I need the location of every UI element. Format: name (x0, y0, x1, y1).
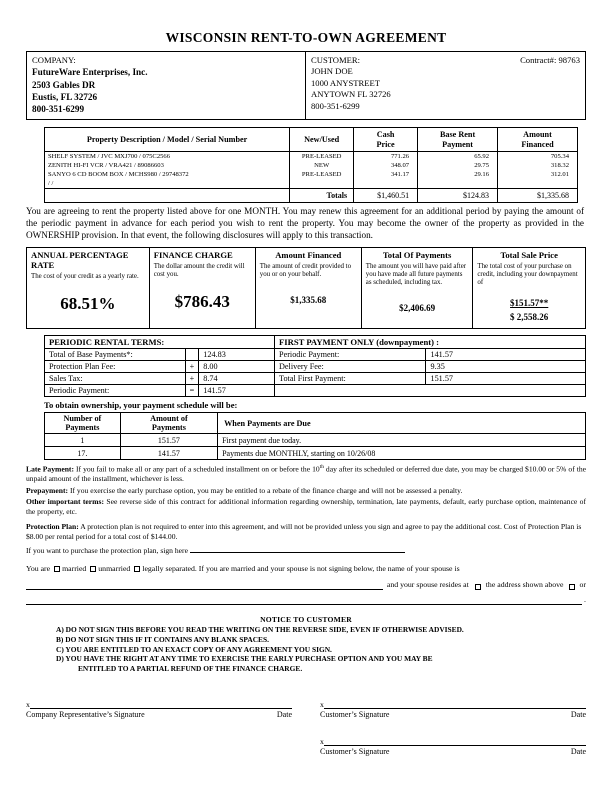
col-newused: New/Used (290, 128, 354, 152)
row3-financed: 312.01 (498, 170, 578, 179)
company-signature-x: x (26, 699, 30, 709)
late-payment-text-2: day after its scheduled or deferred due date, you may be charged $10.00 or 5% of the unpaid amount of the installment, whichever is less. (26, 464, 587, 484)
notice-item-b: B) DO NOT SIGN THIS IF IT CONTAINS ANY BLANK SPACES. (56, 635, 269, 645)
customer-block (306, 52, 585, 119)
company-block (27, 52, 306, 119)
company-address-2: Eustis, FL 32726 (32, 91, 98, 102)
customer2-signature-label: Customer’s Signature (320, 746, 390, 756)
periodic-payment-value: 141.57 (426, 349, 586, 361)
marital-status-block: You are married unmarried legally separated. If you are married and your spouse is not signing below, the name of your spouse is and your spouse resides at the address shown above or . (26, 563, 586, 604)
spouse-address-checkbox[interactable] (475, 584, 481, 590)
table-header-row (45, 128, 578, 152)
row2-newused: NEW (290, 161, 354, 170)
row3-newused: PRE-LEASED (290, 170, 354, 179)
protection-plan-signline (26, 545, 586, 556)
col-number-of-payments: Number of Payments (45, 413, 121, 434)
apr-value: 68.51% (60, 293, 116, 313)
spouse-name-field[interactable] (26, 579, 383, 590)
customer-signature-block (306, 698, 586, 719)
agreement-paragraph: You are agreeing to rent the property listed above for one MONTH. You may renew this agreement for an additional period by paying the amount of the periodic payment in advance for each period you wish to rent the property. You may become the owner of the property as provided in the OWNERSHIP provision. In that event, the following disclosures will apply to this transaction. (26, 206, 584, 240)
legally-separated-label: legally separated. (142, 563, 197, 573)
prepayment-label: Prepayment: (26, 485, 69, 495)
table-row (45, 179, 578, 189)
customer-signature-x: x (320, 699, 324, 709)
table-row (45, 385, 586, 397)
row2-description: ZENITH HI-FI VCR / VRA421 / 89086603 (45, 161, 290, 170)
total-of-payments-cell (362, 248, 474, 328)
amount-financed-cell (256, 248, 362, 328)
row1-description: SHELF SYSTEM / JVC MXJ700 / 075C2566 (45, 152, 290, 162)
notice-item-d-cont: ENTITLED TO A PARTIAL REFUND OF THE FINANCE CHARGE. (78, 663, 303, 673)
company-signature-block (26, 698, 306, 719)
terms-blank-2 (426, 385, 586, 397)
property-table-wrap (26, 127, 586, 203)
col-base-rent: Base Rent Payment (418, 128, 498, 152)
total-base-payments-label: Total of Base Payments*: (45, 349, 186, 361)
periodic-payment-total-label: Periodic Payment: (45, 385, 186, 397)
row2-base: 29.75 (418, 161, 498, 170)
col-description: Property Description / Model / Serial Number (45, 128, 290, 152)
table-row (45, 447, 586, 460)
delivery-fee-label: Delivery Fee: (275, 361, 426, 373)
late-payment-paragraph (26, 464, 586, 484)
total-first-payment-label: Total First Payment: (275, 373, 426, 385)
spouse-address-or: or (579, 579, 586, 589)
totals-label: Totals (290, 189, 354, 203)
protection-plan-label: Protection Plan: (26, 522, 79, 532)
prepayment-text: If you exercise the early purchase option, you may be entitled to a rebate of the finance charge and will not be assessed a penalty. (69, 485, 463, 495)
notice-item-d: D) YOU HAVE THE RIGHT AT ANY TIME TO EXERCISE THE EARLY PURCHASE OPTION AND YOU MAY BE (56, 654, 433, 664)
totals-cash: $1,460.51 (354, 189, 418, 203)
col-amount-of-payments: Amount of Payments (120, 413, 217, 434)
customer-name: JOHN DOE (311, 66, 353, 77)
row1-base: 65.92 (418, 152, 498, 162)
unmarried-label: unmarried (98, 563, 131, 573)
sched-row2-amount: 141.57 (120, 447, 217, 460)
amount-financed-description: The amount of credit provided to you or on your behalf. (259, 262, 352, 279)
customer2-signature-field[interactable] (324, 735, 586, 746)
apr-heading: ANNUAL PERCENTAGE RATE (31, 250, 129, 270)
company-address-1: 2503 Gables DR (32, 79, 96, 90)
notice-body (26, 625, 586, 673)
protection-plan-text: A protection plan is not required to enter into this agreement, and will not be provided unless you sign and agree to pay the additional cost. Cost of Protection Plan is $8.00 per rental period for a total cost of $144.00. (26, 522, 582, 542)
company-signature-field[interactable] (30, 698, 292, 709)
first-payment-heading-main: FIRST PAYMENT ONLY (279, 337, 375, 348)
spouse-name-text: If you are married and your spouse is not signing below, the name of your spouse is (198, 563, 460, 573)
table-row (45, 161, 578, 170)
total-base-payments-value: 124.83 (199, 349, 275, 361)
other-terms-text: See reverse side of this contract for additional information regarding ownership, termination, late payments, default, early purchase option, maintenance of the property, etc. (26, 497, 587, 516)
finance-charge-heading: FINANCE CHARGE (153, 250, 233, 261)
protection-plan-fee-label: Protection Plan Fee: (45, 361, 186, 373)
other-terms-paragraph (26, 497, 586, 516)
sched-row1-when: First payment due today. (218, 434, 586, 447)
customer-address-1: 1000 ANYSTREET (311, 77, 380, 88)
total-sale-price-value: $ 2,558.26 (510, 311, 549, 322)
totals-blank (45, 189, 290, 203)
protection-plan-fee-sign: + (185, 361, 199, 373)
row3-description: SANYO 6 CD BOOM BOX / MCHS980 / 29748372 (45, 170, 290, 179)
apr-cell (27, 248, 150, 328)
periodic-payment-label: Periodic Payment: (275, 349, 426, 361)
other-terms-label: Other important terms: (26, 497, 104, 507)
sales-tax-value: 8.74 (199, 373, 275, 385)
notice-item-a: A) DO NOT SIGN THIS BEFORE YOU READ THE WRITING ON THE REVERSE SIDE, EVEN IF OTHERWISE ADVISED. (56, 625, 464, 635)
periodic-terms-wrap (26, 335, 586, 460)
legally-separated-checkbox[interactable] (134, 566, 140, 572)
total-sale-price-heading: Total Sale Price (500, 250, 558, 261)
protection-plan-block (26, 522, 586, 556)
periodic-payment-total-value: 141.57 (199, 385, 275, 397)
row1-cash: 771.26 (354, 152, 418, 162)
terms-header-row (45, 336, 586, 349)
table-row (45, 170, 578, 179)
total-of-payments-value: $2,406.69 (399, 303, 436, 314)
spouse-resides-text: and your spouse resides at (386, 579, 469, 589)
amount-financed-value: $1,335.68 (290, 295, 327, 306)
sales-tax-label: Sales Tax: (45, 373, 186, 385)
row4-cash (354, 179, 418, 189)
sched-row2-number: 17. (45, 447, 121, 460)
periodic-payment-total-sign: = (185, 385, 199, 397)
truth-in-lending-box (26, 247, 586, 329)
customer2-signature-x: x (320, 736, 324, 746)
customer-signature-label: Customer’s Signature (320, 709, 390, 719)
notice-item-c: C) YOU ARE ENTITLED TO AN EXACT COPY OF ANY AGREEMENT YOU SIGN. (56, 644, 332, 654)
late-payment-sup: th (319, 464, 324, 471)
company-label: COMPANY: (32, 55, 76, 65)
apr-description: The cost of your credit as a yearly rate. (31, 272, 139, 280)
total-first-payment-value: 151.57 (426, 373, 586, 385)
delivery-fee-value: 9.35 (426, 361, 586, 373)
table-header-row (45, 413, 586, 434)
first-payment-heading-sub: (downpayment) : (376, 337, 440, 348)
totals-financed: $1,335.68 (498, 189, 578, 203)
amount-financed-heading: Amount Financed (275, 250, 342, 261)
company-signature-date-label: Date (276, 709, 292, 719)
customer2-signature-block (306, 735, 586, 756)
protection-plan-sign-field[interactable] (190, 545, 405, 553)
marital-intro: You are (26, 563, 51, 573)
total-sale-price-description: The total cost of your purchase on credit, including your downpayment of (477, 262, 578, 287)
col-cash-price: Cash Price (354, 128, 418, 152)
customer-address-2: ANYTOWN FL 32726 (311, 89, 391, 100)
terms-blank-1 (275, 385, 426, 397)
periodic-terms-table (44, 335, 586, 397)
row3-base: 29.16 (418, 170, 498, 179)
notice-title: NOTICE TO CUSTOMER (260, 615, 352, 625)
finance-charge-cell (150, 248, 256, 328)
first-payment-heading (275, 336, 586, 349)
signature-row-2 (26, 735, 586, 756)
prepayment-paragraph (26, 486, 586, 495)
spouse-address-field[interactable] (26, 594, 582, 605)
unmarried-checkbox[interactable] (90, 566, 96, 572)
company-name: FutureWare Enterprises, Inc. (32, 67, 148, 78)
page-title: WISCONSIN RENT-TO-OWN AGREEMENT (165, 30, 447, 45)
customer-signature-date-label: Date (570, 709, 586, 719)
company-signature-label: Company Representative’s Signature (26, 709, 145, 719)
row4-base (418, 179, 498, 189)
signature-row-1 (26, 698, 586, 719)
fine-print (26, 464, 586, 516)
married-label: married (62, 563, 87, 573)
signature-spacer (26, 735, 306, 756)
customer-label: CUSTOMER: (311, 55, 361, 65)
total-sale-price-downpayment: $151.57** (510, 298, 549, 309)
customer-phone: 800-351-6299 (311, 100, 360, 111)
table-row (45, 152, 578, 162)
company-phone: 800-351-6299 (32, 104, 85, 115)
row1-financed: 705.34 (498, 152, 578, 162)
sched-row2-when: Payments due MONTHLY, starting on 10/26/08 (218, 447, 586, 460)
finance-charge-value: $786.43 (174, 292, 230, 312)
contract-number: Contract#: 98763 (520, 55, 580, 65)
sales-tax-sign: + (185, 373, 199, 385)
table-row (45, 434, 586, 447)
total-of-payments-description: The amount you will have paid after you have made all future payments as scheduled, including tax. (365, 262, 467, 287)
table-row (45, 361, 586, 373)
late-payment-label: Late Payment: (26, 464, 74, 474)
spouse-address-other-checkbox[interactable] (569, 584, 575, 590)
total-of-payments-heading: Total Of Payments (382, 250, 452, 261)
customer-signature-field[interactable] (324, 698, 586, 709)
sched-row1-amount: 151.57 (120, 434, 217, 447)
row4-description: / / (45, 179, 290, 189)
total-sale-price-cell (473, 248, 585, 328)
table-row (45, 373, 586, 385)
notice-to-customer (26, 615, 586, 673)
totals-row (45, 189, 578, 203)
parties-box (26, 51, 586, 120)
property-table (44, 127, 578, 203)
protection-plan-sign-text: If you want to purchase the protection plan, sign here (26, 546, 188, 556)
table-row (45, 349, 586, 361)
customer2-signature-date-label: Date (570, 746, 586, 756)
col-when-due: When Payments are Due (218, 413, 586, 434)
totals-base: $124.83 (418, 189, 498, 203)
schedule-intro: To obtain ownership, your payment schedule will be: (44, 400, 238, 411)
payment-schedule-table (44, 412, 586, 460)
spouse-address-label: the address shown above (485, 579, 564, 589)
row1-newused: PRE-LEASED (290, 152, 354, 162)
total-base-payments-sign (185, 349, 199, 361)
protection-plan-fee-value: 8.00 (199, 361, 275, 373)
sched-row1-number: 1 (45, 434, 121, 447)
row2-cash: 348.07 (354, 161, 418, 170)
col-amount-financed: Amount Financed (498, 128, 578, 152)
late-payment-text-1: If you fail to make all or any part of a scheduled installment on or before the 10 (76, 464, 320, 474)
row4-financed (498, 179, 578, 189)
row3-cash: 341.17 (354, 170, 418, 179)
row4-newused (290, 179, 354, 189)
periodic-terms-heading: PERIODIC RENTAL TERMS: (45, 336, 275, 349)
row2-financed: 318.32 (498, 161, 578, 170)
finance-charge-description: The dollar amount the credit will cost you. (153, 262, 245, 279)
married-checkbox[interactable] (54, 566, 60, 572)
